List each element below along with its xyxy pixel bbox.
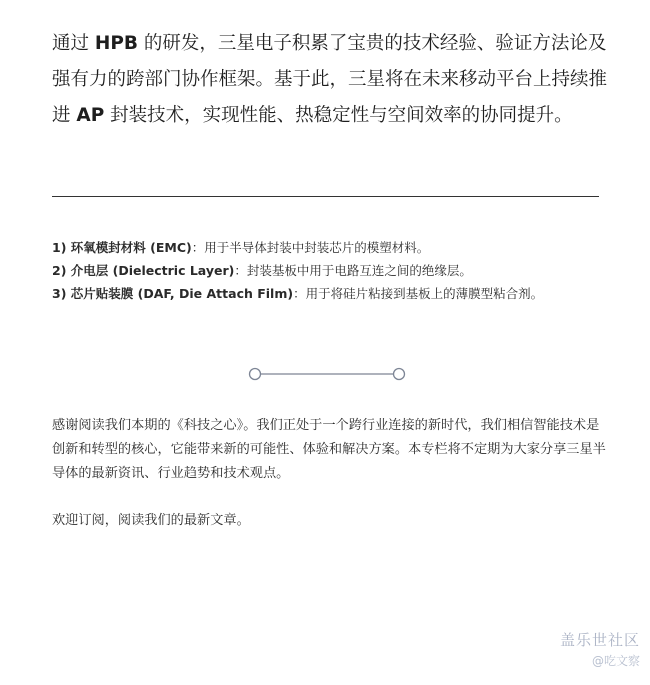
footnote-description: ：用于半导体封装中封装芯片的模塑材料。	[191, 240, 430, 255]
paragraph-gap	[52, 486, 612, 509]
intro-term-hpb: HPB	[94, 33, 139, 54]
footnote-number: 1)	[52, 240, 67, 255]
watermark	[560, 630, 640, 670]
outro-section	[52, 414, 612, 533]
watermark-community-name: 盖乐世社区	[559, 631, 640, 649]
intro-term-ap: AP	[76, 105, 105, 126]
connector-right-dot	[394, 369, 405, 380]
footnote-number: 2)	[52, 263, 67, 278]
footnotes-list	[52, 236, 622, 305]
footnote-number: 3)	[52, 286, 67, 301]
footnote-term: 介电层 (Dielectric Layer)	[66, 263, 235, 278]
intro-paragraph	[52, 26, 612, 134]
footnote-item	[52, 282, 622, 305]
intro-text-part3: 封装技术，实现性能、热稳定性与空间效率的协同提升。	[104, 105, 573, 126]
subscribe-note: 欢迎订阅，阅读我们的最新文章。	[52, 513, 250, 528]
footnote-term: 芯片贴装膜 (DAF, Die Attach Film)	[66, 286, 294, 301]
footnote-description: ：封装基板中用于电路互连之间的绝缘层。	[234, 263, 472, 278]
connector-ornament	[248, 366, 408, 382]
connector-left-dot	[250, 369, 261, 380]
intro-text-part2: 的研发，三星电子积累了宝贵的技术经验、验证方法论及强有力的跨部门协作框架。基于此，三星将在未来移动平台上持续推进	[52, 33, 608, 126]
intro-text-part1: 通过	[52, 33, 95, 54]
footnote-item	[52, 259, 622, 282]
footnote-term: 环氧模封材料 (EMC)	[66, 240, 192, 255]
watermark-author-handle: @吃文察	[591, 654, 640, 668]
section-divider	[52, 196, 599, 197]
outro-paragraph: 感谢阅读我们本期的《科技之心》。我们正处于一个跨行业连接的新时代，我们相信智能技术是创新和转型的核心，它能带来新的可能性、体验和解决方案。本专栏将不定期为大家分享三星半导体的最新资讯、行业趋势和技术观点。	[52, 418, 606, 481]
footnote-description: ：用于将硅片粘接到基板上的薄膜型粘合剂。	[293, 286, 544, 301]
footnote-item	[52, 236, 622, 259]
